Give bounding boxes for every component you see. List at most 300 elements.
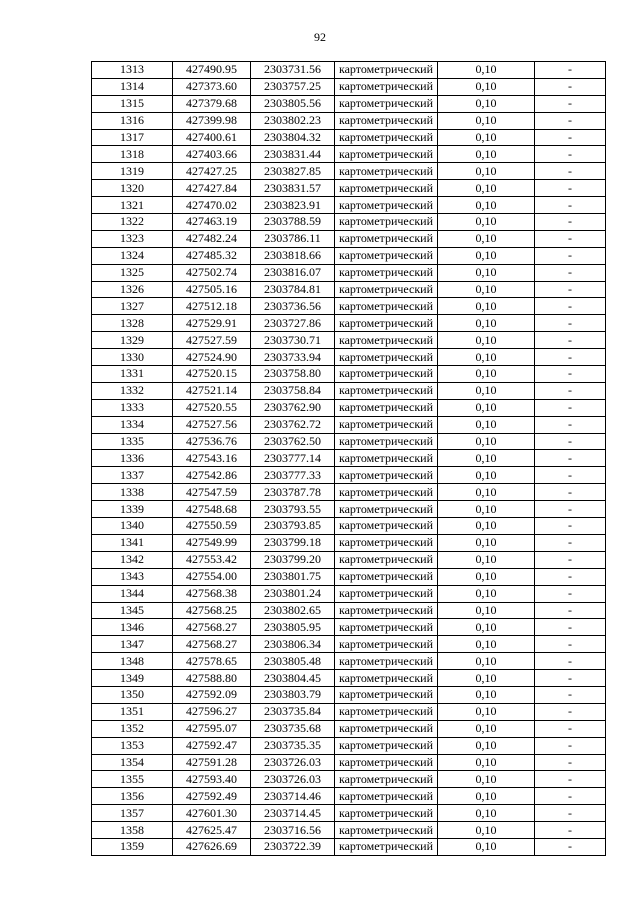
x-coordinate-cell: 427490.95: [173, 62, 251, 79]
accuracy-cell: 0,10: [438, 146, 535, 163]
description-cell: -: [535, 78, 606, 95]
description-cell: -: [535, 805, 606, 822]
description-cell: -: [535, 95, 606, 112]
description-cell: -: [535, 214, 606, 231]
description-cell: -: [535, 501, 606, 518]
method-cell: картометрический: [335, 247, 438, 264]
x-coordinate-cell: 427568.27: [173, 619, 251, 636]
method-cell: картометрический: [335, 366, 438, 383]
method-cell: картометрический: [335, 467, 438, 484]
point-number-cell: 1358: [92, 822, 173, 839]
x-coordinate-cell: 427591.28: [173, 754, 251, 771]
method-cell: картометрический: [335, 670, 438, 687]
y-coordinate-cell: 2303716.56: [251, 822, 335, 839]
table-row: [92, 62, 606, 79]
point-number-cell: 1336: [92, 450, 173, 467]
point-number-cell: 1340: [92, 518, 173, 535]
accuracy-cell: 0,10: [438, 551, 535, 568]
method-cell: картометрический: [335, 180, 438, 197]
point-number-cell: 1356: [92, 788, 173, 805]
description-cell: -: [535, 602, 606, 619]
accuracy-cell: 0,10: [438, 78, 535, 95]
x-coordinate-cell: 427578.65: [173, 653, 251, 670]
accuracy-cell: 0,10: [438, 703, 535, 720]
accuracy-cell: 0,10: [438, 568, 535, 585]
y-coordinate-cell: 2303727.86: [251, 315, 335, 332]
description-cell: -: [535, 686, 606, 703]
table-row: [92, 95, 606, 112]
point-number-cell: 1314: [92, 78, 173, 95]
table-row: [92, 636, 606, 653]
point-number-cell: 1341: [92, 534, 173, 551]
accuracy-cell: 0,10: [438, 788, 535, 805]
x-coordinate-cell: 427427.84: [173, 180, 251, 197]
accuracy-cell: 0,10: [438, 416, 535, 433]
x-coordinate-cell: 427568.38: [173, 585, 251, 602]
point-number-cell: 1359: [92, 838, 173, 855]
table-row: [92, 501, 606, 518]
table-row: [92, 788, 606, 805]
y-coordinate-cell: 2303803.79: [251, 686, 335, 703]
table-row: [92, 433, 606, 450]
point-number-cell: 1316: [92, 112, 173, 129]
y-coordinate-cell: 2303805.56: [251, 95, 335, 112]
y-coordinate-cell: 2303793.85: [251, 518, 335, 535]
x-coordinate-cell: 427400.61: [173, 129, 251, 146]
description-cell: -: [535, 822, 606, 839]
method-cell: картометрический: [335, 771, 438, 788]
method-cell: картометрический: [335, 788, 438, 805]
accuracy-cell: 0,10: [438, 315, 535, 332]
point-number-cell: 1347: [92, 636, 173, 653]
table-row: [92, 450, 606, 467]
x-coordinate-cell: 427548.68: [173, 501, 251, 518]
description-cell: -: [535, 703, 606, 720]
method-cell: картометрический: [335, 62, 438, 79]
y-coordinate-cell: 2303735.84: [251, 703, 335, 720]
point-number-cell: 1333: [92, 399, 173, 416]
point-number-cell: 1332: [92, 382, 173, 399]
x-coordinate-cell: 427403.66: [173, 146, 251, 163]
accuracy-cell: 0,10: [438, 636, 535, 653]
point-number-cell: 1330: [92, 349, 173, 366]
table-row: [92, 112, 606, 129]
point-number-cell: 1324: [92, 247, 173, 264]
accuracy-cell: 0,10: [438, 433, 535, 450]
table-row: [92, 349, 606, 366]
table-row: [92, 534, 606, 551]
table-row: [92, 653, 606, 670]
table-row: [92, 129, 606, 146]
point-number-cell: 1331: [92, 366, 173, 383]
point-number-cell: 1350: [92, 686, 173, 703]
point-number-cell: 1327: [92, 298, 173, 315]
method-cell: картометрический: [335, 805, 438, 822]
table-row: [92, 146, 606, 163]
method-cell: картометрический: [335, 264, 438, 281]
method-cell: картометрический: [335, 838, 438, 855]
table-row: [92, 805, 606, 822]
y-coordinate-cell: 2303735.68: [251, 720, 335, 737]
method-cell: картометрический: [335, 737, 438, 754]
x-coordinate-cell: 427601.30: [173, 805, 251, 822]
x-coordinate-cell: 427543.16: [173, 450, 251, 467]
table-row: [92, 281, 606, 298]
description-cell: -: [535, 467, 606, 484]
x-coordinate-cell: 427505.16: [173, 281, 251, 298]
point-number-cell: 1321: [92, 197, 173, 214]
x-coordinate-cell: 427568.25: [173, 602, 251, 619]
method-cell: картометрический: [335, 298, 438, 315]
description-cell: -: [535, 146, 606, 163]
x-coordinate-cell: 427553.42: [173, 551, 251, 568]
description-cell: -: [535, 349, 606, 366]
x-coordinate-cell: 427542.86: [173, 467, 251, 484]
x-coordinate-cell: 427625.47: [173, 822, 251, 839]
accuracy-cell: 0,10: [438, 737, 535, 754]
x-coordinate-cell: 427596.27: [173, 703, 251, 720]
x-coordinate-cell: 427529.91: [173, 315, 251, 332]
x-coordinate-cell: 427524.90: [173, 349, 251, 366]
point-number-cell: 1357: [92, 805, 173, 822]
accuracy-cell: 0,10: [438, 62, 535, 79]
description-cell: -: [535, 332, 606, 349]
accuracy-cell: 0,10: [438, 720, 535, 737]
point-number-cell: 1354: [92, 754, 173, 771]
point-number-cell: 1351: [92, 703, 173, 720]
description-cell: -: [535, 129, 606, 146]
y-coordinate-cell: 2303722.39: [251, 838, 335, 855]
method-cell: картометрический: [335, 112, 438, 129]
accuracy-cell: 0,10: [438, 366, 535, 383]
y-coordinate-cell: 2303758.80: [251, 366, 335, 383]
method-cell: картометрический: [335, 214, 438, 231]
description-cell: -: [535, 771, 606, 788]
point-number-cell: 1344: [92, 585, 173, 602]
y-coordinate-cell: 2303784.81: [251, 281, 335, 298]
x-coordinate-cell: 427512.18: [173, 298, 251, 315]
y-coordinate-cell: 2303802.65: [251, 602, 335, 619]
y-coordinate-cell: 2303806.34: [251, 636, 335, 653]
method-cell: картометрический: [335, 518, 438, 535]
table-row: [92, 247, 606, 264]
y-coordinate-cell: 2303799.20: [251, 551, 335, 568]
coordinates-table: [91, 61, 606, 856]
y-coordinate-cell: 2303726.03: [251, 771, 335, 788]
y-coordinate-cell: 2303823.91: [251, 197, 335, 214]
y-coordinate-cell: 2303801.75: [251, 568, 335, 585]
x-coordinate-cell: 427373.60: [173, 78, 251, 95]
table-row: [92, 467, 606, 484]
table-row: [92, 822, 606, 839]
accuracy-cell: 0,10: [438, 230, 535, 247]
y-coordinate-cell: 2303777.33: [251, 467, 335, 484]
table-row: [92, 484, 606, 501]
y-coordinate-cell: 2303733.94: [251, 349, 335, 366]
description-cell: -: [535, 788, 606, 805]
accuracy-cell: 0,10: [438, 95, 535, 112]
method-cell: картометрический: [335, 686, 438, 703]
x-coordinate-cell: 427568.27: [173, 636, 251, 653]
table-row: [92, 230, 606, 247]
point-number-cell: 1337: [92, 467, 173, 484]
description-cell: -: [535, 247, 606, 264]
description-cell: -: [535, 399, 606, 416]
x-coordinate-cell: 427588.80: [173, 670, 251, 687]
method-cell: картометрический: [335, 585, 438, 602]
y-coordinate-cell: 2303787.78: [251, 484, 335, 501]
table-row: [92, 703, 606, 720]
y-coordinate-cell: 2303804.45: [251, 670, 335, 687]
description-cell: -: [535, 450, 606, 467]
table-body: [92, 62, 606, 856]
method-cell: картометрический: [335, 281, 438, 298]
method-cell: картометрический: [335, 822, 438, 839]
y-coordinate-cell: 2303801.24: [251, 585, 335, 602]
y-coordinate-cell: 2303714.46: [251, 788, 335, 805]
point-number-cell: 1313: [92, 62, 173, 79]
x-coordinate-cell: 427592.09: [173, 686, 251, 703]
point-number-cell: 1318: [92, 146, 173, 163]
description-cell: -: [535, 315, 606, 332]
accuracy-cell: 0,10: [438, 112, 535, 129]
table-row: [92, 332, 606, 349]
accuracy-cell: 0,10: [438, 450, 535, 467]
description-cell: -: [535, 230, 606, 247]
accuracy-cell: 0,10: [438, 619, 535, 636]
description-cell: -: [535, 163, 606, 180]
accuracy-cell: 0,10: [438, 484, 535, 501]
x-coordinate-cell: 427485.32: [173, 247, 251, 264]
accuracy-cell: 0,10: [438, 332, 535, 349]
x-coordinate-cell: 427593.40: [173, 771, 251, 788]
accuracy-cell: 0,10: [438, 349, 535, 366]
accuracy-cell: 0,10: [438, 754, 535, 771]
y-coordinate-cell: 2303762.50: [251, 433, 335, 450]
point-number-cell: 1317: [92, 129, 173, 146]
accuracy-cell: 0,10: [438, 264, 535, 281]
method-cell: картометрический: [335, 315, 438, 332]
description-cell: -: [535, 636, 606, 653]
method-cell: картометрический: [335, 754, 438, 771]
point-number-cell: 1323: [92, 230, 173, 247]
description-cell: -: [535, 264, 606, 281]
y-coordinate-cell: 2303757.25: [251, 78, 335, 95]
method-cell: картометрический: [335, 399, 438, 416]
y-coordinate-cell: 2303777.14: [251, 450, 335, 467]
x-coordinate-cell: 427482.24: [173, 230, 251, 247]
table-row: [92, 737, 606, 754]
point-number-cell: 1326: [92, 281, 173, 298]
method-cell: картометрический: [335, 568, 438, 585]
table-row: [92, 568, 606, 585]
x-coordinate-cell: 427527.56: [173, 416, 251, 433]
table-row: [92, 416, 606, 433]
table-row: [92, 399, 606, 416]
x-coordinate-cell: 427463.19: [173, 214, 251, 231]
y-coordinate-cell: 2303762.90: [251, 399, 335, 416]
accuracy-cell: 0,10: [438, 771, 535, 788]
method-cell: картометрический: [335, 129, 438, 146]
accuracy-cell: 0,10: [438, 129, 535, 146]
description-cell: -: [535, 670, 606, 687]
description-cell: -: [535, 298, 606, 315]
method-cell: картометрический: [335, 619, 438, 636]
table-row: [92, 264, 606, 281]
x-coordinate-cell: 427554.00: [173, 568, 251, 585]
y-coordinate-cell: 2303762.72: [251, 416, 335, 433]
description-cell: -: [535, 366, 606, 383]
method-cell: картометрический: [335, 146, 438, 163]
point-number-cell: 1322: [92, 214, 173, 231]
method-cell: картометрический: [335, 197, 438, 214]
y-coordinate-cell: 2303793.55: [251, 501, 335, 518]
table-row: [92, 838, 606, 855]
description-cell: -: [535, 518, 606, 535]
table-row: [92, 163, 606, 180]
table-row: [92, 180, 606, 197]
x-coordinate-cell: 427547.59: [173, 484, 251, 501]
description-cell: -: [535, 619, 606, 636]
method-cell: картометрический: [335, 382, 438, 399]
x-coordinate-cell: 427595.07: [173, 720, 251, 737]
point-number-cell: 1346: [92, 619, 173, 636]
table-row: [92, 686, 606, 703]
x-coordinate-cell: 427550.59: [173, 518, 251, 535]
y-coordinate-cell: 2303805.95: [251, 619, 335, 636]
table-row: [92, 315, 606, 332]
point-number-cell: 1355: [92, 771, 173, 788]
method-cell: картометрический: [335, 332, 438, 349]
point-number-cell: 1325: [92, 264, 173, 281]
accuracy-cell: 0,10: [438, 214, 535, 231]
point-number-cell: 1320: [92, 180, 173, 197]
x-coordinate-cell: 427520.55: [173, 399, 251, 416]
accuracy-cell: 0,10: [438, 585, 535, 602]
x-coordinate-cell: 427399.98: [173, 112, 251, 129]
accuracy-cell: 0,10: [438, 197, 535, 214]
description-cell: -: [535, 382, 606, 399]
accuracy-cell: 0,10: [438, 163, 535, 180]
point-number-cell: 1343: [92, 568, 173, 585]
x-coordinate-cell: 427592.47: [173, 737, 251, 754]
table-row: [92, 754, 606, 771]
description-cell: -: [535, 112, 606, 129]
accuracy-cell: 0,10: [438, 298, 535, 315]
method-cell: картометрический: [335, 349, 438, 366]
y-coordinate-cell: 2303758.84: [251, 382, 335, 399]
accuracy-cell: 0,10: [438, 247, 535, 264]
point-number-cell: 1335: [92, 433, 173, 450]
accuracy-cell: 0,10: [438, 382, 535, 399]
y-coordinate-cell: 2303802.23: [251, 112, 335, 129]
y-coordinate-cell: 2303736.56: [251, 298, 335, 315]
table-row: [92, 771, 606, 788]
point-number-cell: 1328: [92, 315, 173, 332]
description-cell: -: [535, 281, 606, 298]
x-coordinate-cell: 427502.74: [173, 264, 251, 281]
method-cell: картометрический: [335, 551, 438, 568]
y-coordinate-cell: 2303714.45: [251, 805, 335, 822]
point-number-cell: 1315: [92, 95, 173, 112]
accuracy-cell: 0,10: [438, 602, 535, 619]
method-cell: картометрический: [335, 78, 438, 95]
y-coordinate-cell: 2303818.66: [251, 247, 335, 264]
method-cell: картометрический: [335, 163, 438, 180]
y-coordinate-cell: 2303726.03: [251, 754, 335, 771]
point-number-cell: 1329: [92, 332, 173, 349]
point-number-cell: 1342: [92, 551, 173, 568]
accuracy-cell: 0,10: [438, 653, 535, 670]
point-number-cell: 1339: [92, 501, 173, 518]
method-cell: картометрический: [335, 450, 438, 467]
method-cell: картометрический: [335, 534, 438, 551]
description-cell: -: [535, 653, 606, 670]
accuracy-cell: 0,10: [438, 501, 535, 518]
table-row: [92, 585, 606, 602]
description-cell: -: [535, 585, 606, 602]
description-cell: -: [535, 62, 606, 79]
table-row: [92, 78, 606, 95]
y-coordinate-cell: 2303827.85: [251, 163, 335, 180]
x-coordinate-cell: 427427.25: [173, 163, 251, 180]
y-coordinate-cell: 2303816.07: [251, 264, 335, 281]
x-coordinate-cell: 427521.14: [173, 382, 251, 399]
point-number-cell: 1319: [92, 163, 173, 180]
point-number-cell: 1338: [92, 484, 173, 501]
method-cell: картометрический: [335, 230, 438, 247]
y-coordinate-cell: 2303805.48: [251, 653, 335, 670]
y-coordinate-cell: 2303735.35: [251, 737, 335, 754]
table-row: [92, 551, 606, 568]
description-cell: -: [535, 720, 606, 737]
table-row: [92, 670, 606, 687]
method-cell: картометрический: [335, 636, 438, 653]
y-coordinate-cell: 2303831.44: [251, 146, 335, 163]
method-cell: картометрический: [335, 416, 438, 433]
method-cell: картометрический: [335, 501, 438, 518]
accuracy-cell: 0,10: [438, 534, 535, 551]
y-coordinate-cell: 2303731.56: [251, 62, 335, 79]
method-cell: картометрический: [335, 95, 438, 112]
method-cell: картометрический: [335, 484, 438, 501]
x-coordinate-cell: 427379.68: [173, 95, 251, 112]
point-number-cell: 1349: [92, 670, 173, 687]
description-cell: -: [535, 180, 606, 197]
point-number-cell: 1345: [92, 602, 173, 619]
description-cell: -: [535, 197, 606, 214]
method-cell: картометрический: [335, 703, 438, 720]
accuracy-cell: 0,10: [438, 838, 535, 855]
point-number-cell: 1353: [92, 737, 173, 754]
y-coordinate-cell: 2303788.59: [251, 214, 335, 231]
table-row: [92, 619, 606, 636]
description-cell: -: [535, 433, 606, 450]
description-cell: -: [535, 754, 606, 771]
table-row: [92, 298, 606, 315]
point-number-cell: 1348: [92, 653, 173, 670]
y-coordinate-cell: 2303730.71: [251, 332, 335, 349]
description-cell: -: [535, 484, 606, 501]
description-cell: -: [535, 838, 606, 855]
accuracy-cell: 0,10: [438, 467, 535, 484]
point-number-cell: 1334: [92, 416, 173, 433]
table-row: [92, 602, 606, 619]
x-coordinate-cell: 427470.02: [173, 197, 251, 214]
description-cell: -: [535, 416, 606, 433]
method-cell: картометрический: [335, 653, 438, 670]
table-row: [92, 197, 606, 214]
